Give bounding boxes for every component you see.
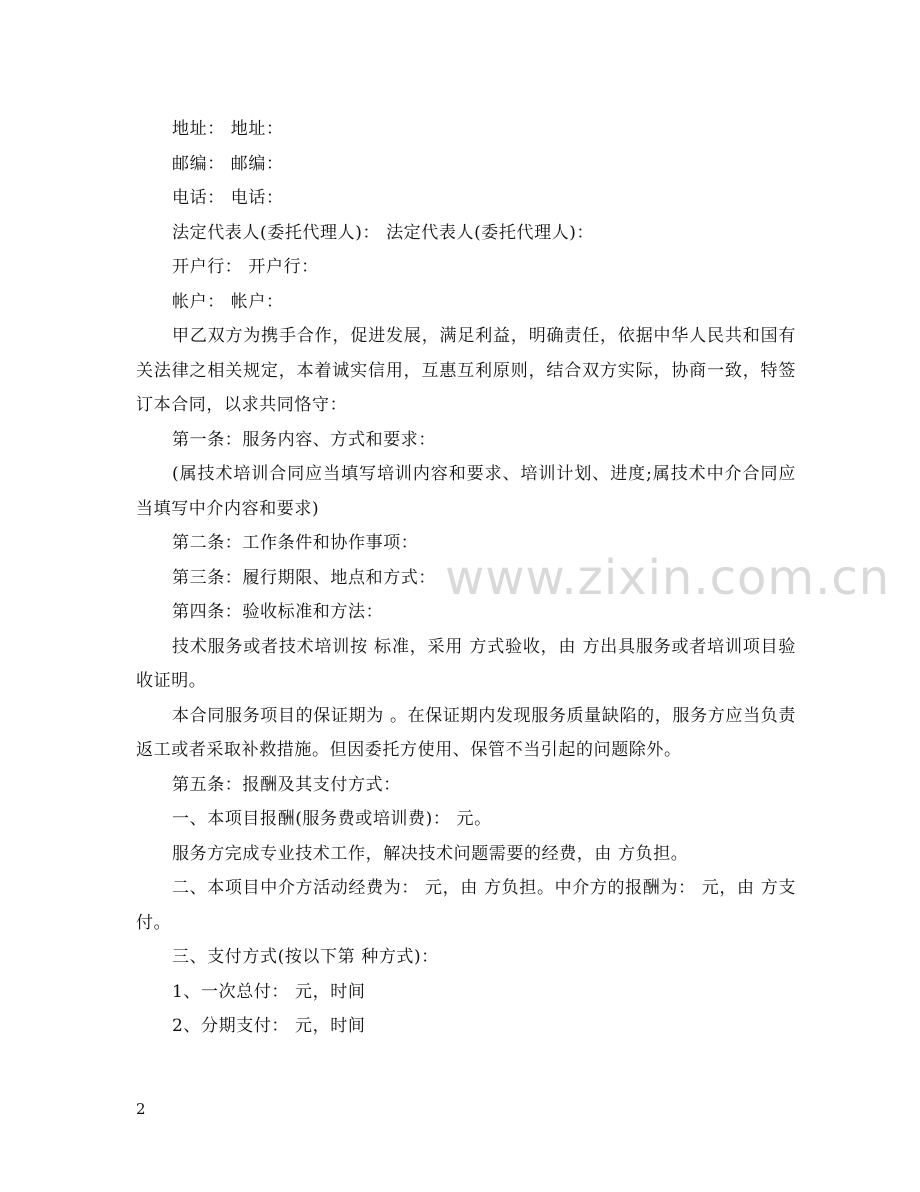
watermark: www.zixin.com.cn xyxy=(445,550,891,606)
address-line: 地址： 地址： xyxy=(172,119,284,139)
fee-item-1: 一、本项目报酬(服务费或培训费)： 元。 xyxy=(172,809,492,829)
document-body xyxy=(136,112,796,1044)
payment-option-1: 1、一次总付： 元，时间 xyxy=(172,981,366,1002)
payment-method-heading: 三、支付方式(按以下第 种方式)： xyxy=(172,947,439,967)
expense-paragraph: 服务方完成专业技术工作，解决技术问题需要的经费，由 方负担。 xyxy=(172,843,689,864)
preamble-paragraph: 甲乙双方为携手合作，促进发展，满足利益，明确责任，依据中华人民共和国有关法律之相关规定，本着诚实信用，互惠互利原则，结合双方实际，协商一致，特签订本合同，以求共同恪守： xyxy=(136,326,796,415)
acceptance-paragraph: 技术服务或者技术培训按 标准，采用 方式验收，由 方出具服务或者培训项目验收证明。 xyxy=(136,636,796,691)
account-line: 帐户： 帐户： xyxy=(172,291,284,312)
postcode-line: 邮编： 邮编： xyxy=(172,153,284,174)
phone-line: 电话： 电话： xyxy=(172,188,284,208)
article-1-note: (属技术培训合同应当填写培训内容和要求、培训计划、进度;属技术中介合同应当填写中介内容和要求) xyxy=(136,464,796,519)
article-3-heading: 第三条：履行期限、地点和方式： xyxy=(172,567,436,588)
legal-representative-line: 法定代表人(委托代理人)： 法定代表人(委托代理人)： xyxy=(172,222,595,243)
page-number: 2 xyxy=(136,1100,146,1118)
article-4-heading: 第四条：验收标准和方法： xyxy=(172,602,384,622)
article-5-heading: 第五条：报酬及其支付方式： xyxy=(172,774,401,795)
payment-option-2: 2、分期支付： 元，时间 xyxy=(172,1016,366,1036)
bank-line: 开户行： 开户行： xyxy=(172,257,319,277)
article-2-heading: 第二条：工作条件和协作事项： xyxy=(172,533,419,553)
warranty-paragraph: 本合同服务项目的保证期为 。在保证期内发现服务质量缺陷的，服务方应当负责返工或者采取补救措施。但因委托方使用、保管不当引起的问题除外。 xyxy=(136,705,796,760)
fee-item-2: 二、本项目中介方活动经费为： 元，由 方负担。中介方的报酬为： 元，由 方支付。 xyxy=(136,878,796,933)
article-1-heading: 第一条：服务内容、方式和要求： xyxy=(172,429,436,450)
